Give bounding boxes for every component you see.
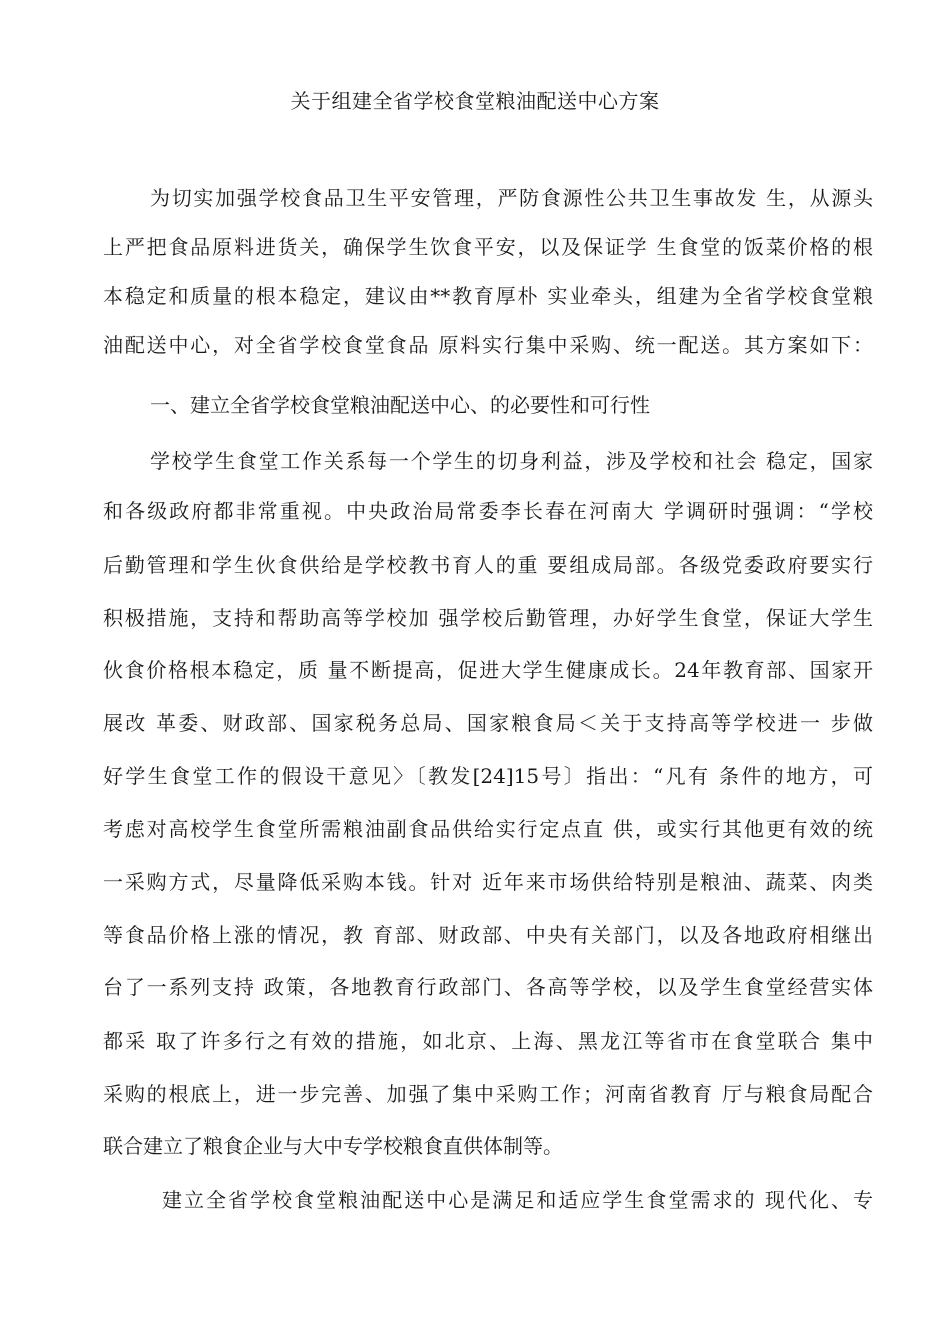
paragraph-line: 考虑对高校学生食堂所需粮油副食品供给实行定点直 供，或实行其他更有效的统	[103, 817, 873, 841]
document-title: 关于组建全省学校食堂粮油配送中心方案	[290, 89, 660, 113]
paragraph-line: 展改 革委、财政部、国家税务总局、国家粮食局＜关于支持高等学校进一 步做	[103, 711, 873, 735]
paragraph-line: 建立全省学校食堂粮油配送中心是满足和适应学生食堂需求的 现代化、专	[162, 1188, 873, 1212]
paragraph-line: 采购的根底上，进一步完善、加强了集中采购工作；河南省教育 厅与粮食局配合	[103, 1082, 873, 1106]
paragraph-line: 学校学生食堂工作关系每一个学生的切身利益，涉及学校和社会 稳定，国家	[150, 449, 873, 473]
paragraph-line: 本稳定和质量的根本稳定，建议由**教育厚朴 实业牵头，组建为全省学校食堂粮	[103, 284, 873, 308]
paragraph-line: 联合建立了粮食企业与大中专学校粮食直供体制等。	[103, 1134, 563, 1158]
paragraph-line: 都采 取了许多行之有效的措施，如北京、上海、黑龙江等省市在食堂联合 集中	[103, 1029, 873, 1053]
paragraph-line: 油配送中心，对全省学校食堂食品 原料实行集中采购、统一配送。其方案如下：	[103, 333, 873, 357]
paragraph-line: 台了一系列支持 政策，各地教育行政部门、各高等学校，以及学生食堂经营实体	[103, 975, 873, 999]
paragraph-line: 后勤管理和学生伙食供给是学校教书育人的重 要组成局部。各级党委政府要实行	[103, 553, 873, 577]
paragraph-line: 好学生食堂工作的假设干意见〉〔教发[24]15号〕指出：“凡有 条件的地方，可	[103, 764, 873, 788]
paragraph-line: 和各级政府都非常重视。中央政治局常委李长春在河南大 学调研时强调：“学校	[103, 499, 873, 523]
paragraph-line: 伙食价格根本稳定，质 量不断提高，促进大学生健康成长。24年教育部、国家开	[103, 658, 873, 682]
paragraph-line: 上严把食品原料进货关，确保学生饮食平安，以及保证学 生食堂的饭菜价格的根	[103, 235, 873, 259]
section-heading: 一、建立全省学校食堂粮油配送中心、的必要性和可行性	[150, 393, 650, 417]
paragraph-line: 等食品价格上涨的情况，教 育部、财政部、中央有关部门，以及各地政府相继出	[103, 923, 873, 947]
paragraph-line: 一采购方式，尽量降低采购本钱。针对 近年来市场供给特别是粮油、蔬菜、肉类	[103, 870, 873, 894]
paragraph-line: 为切实加强学校食品卫生平安管理，严防食源性公共卫生事故发 生，从源头	[150, 186, 873, 210]
paragraph-line: 积极措施，支持和帮助高等学校加 强学校后勤管理，办好学生食堂，保证大学生	[103, 606, 873, 630]
